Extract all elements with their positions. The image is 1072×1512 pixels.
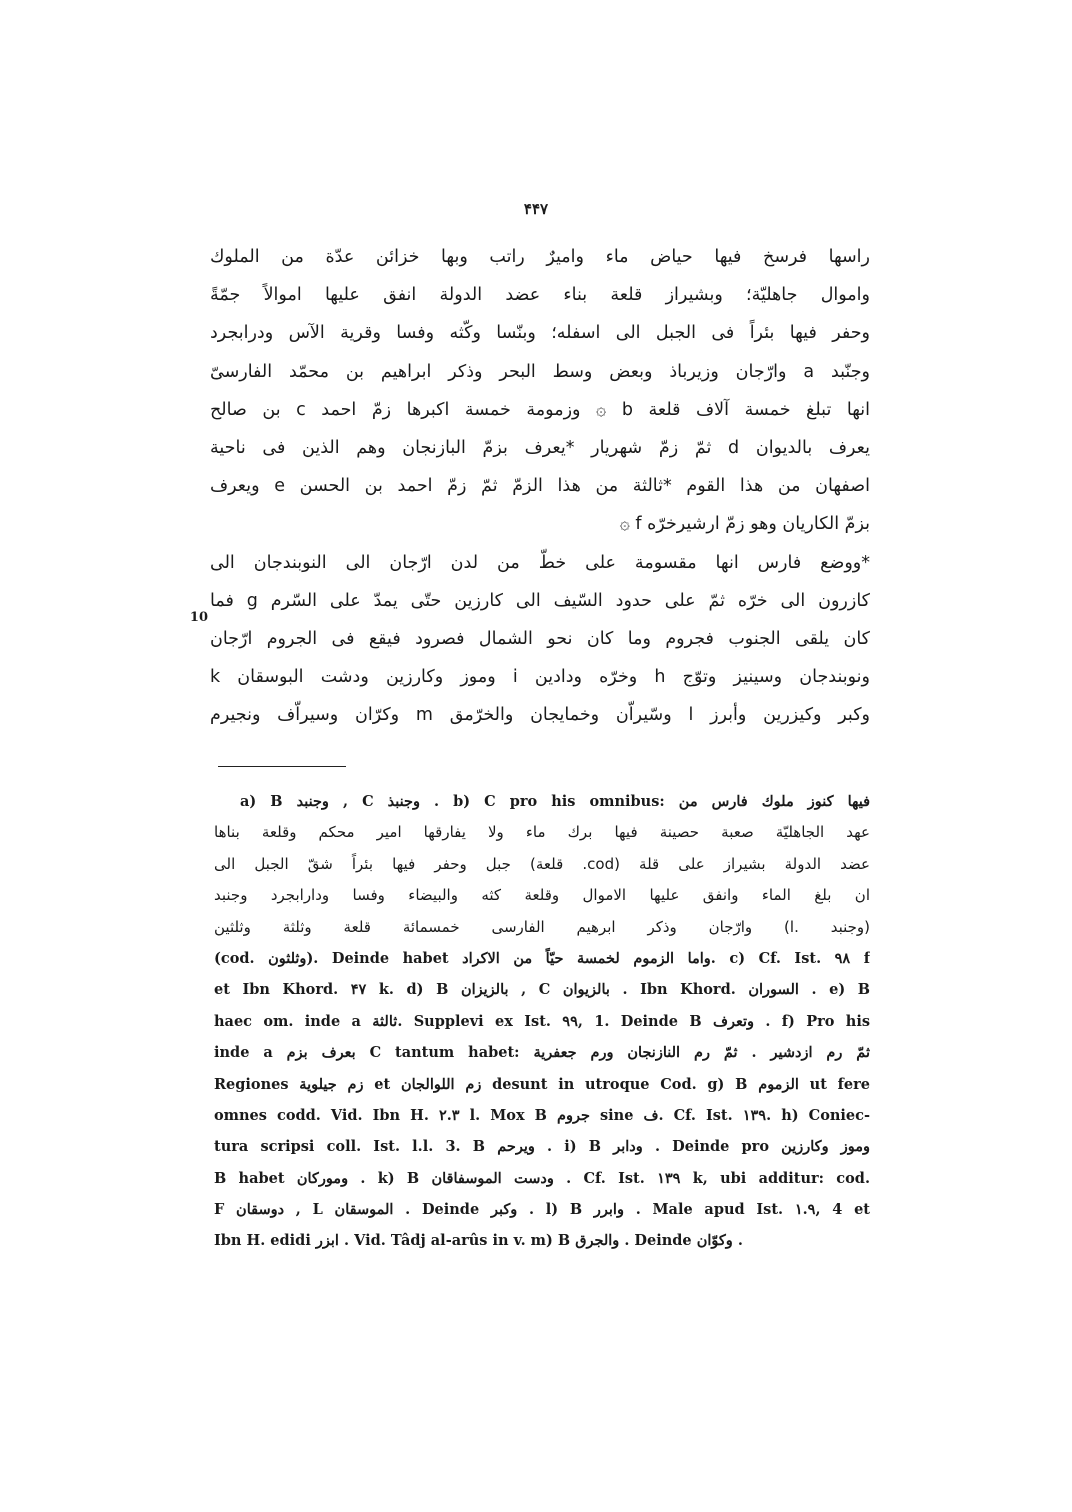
footnote-divider (218, 766, 346, 767)
line-number-marker: 10 (189, 610, 208, 625)
text-line: اصفهان من هذا القوم *ثالثة من هذا الزمّ ثمّ زمّ احمد بن الحسن e ويعرف (210, 476, 870, 497)
text-line: وجنّبد a وارّجان وزيرباذ وبعض وسط البحر وذكر ابراهيم بن محمّد الفارسىّ (210, 361, 870, 382)
footnote-line: inde a بعرف بزم C tantum habet: ثمّ رم ازدشير . ثمّ رم النازنجان ورم جعفرية (214, 1044, 870, 1062)
text-line: بزمّ الكاريان وهو زمّ ارشيرخرّه f ۞ (619, 514, 870, 535)
text-line: *ووضع فارس انها مقسومة على خطّ من لدن ارّجان الى النوبندجان الى (210, 552, 870, 573)
text-line: كازرون الى خرّه ثمّ على حدود السّيف الى كارزين حتّى يمدّ على السّرم g فما (210, 590, 870, 611)
text-line: راسها فرسخ فيها حياض ماء واميرٌ راتب وبها خزائن عدّة من الملوك (210, 247, 870, 267)
footnote-line: (cod. وثلثون). Deinde habet واما الزموم لخمسة حيّاً من الاكراد. c) Cf. Ist. ۹۸ f (214, 949, 870, 967)
text-line: ونوبندجان وسينيز وتوّج h وخرّه ودادين i وموز وكارزين ودشت البوسقان k (210, 667, 870, 688)
text-line: كان يلقى الجنوب فجروم وما كان نحو الشمال فصرود فيقع فى الجروم ارّجان (210, 628, 870, 649)
footnote-line: ان بلغ الماء وانفق عليها الاموال وقلعة كثه والبيضاء وفسا ودارابجرد وجنبد (214, 886, 870, 905)
footnote-line: et Ibn Khord. ۴۷ k. d) B بالزيزان , C بالزيوان . Ibn Khord. السوران . e) B (214, 981, 870, 999)
footnote-line: (وجنبد .l) وارّجان وذكر ابرهيم الفارسى خمسمائة قلعة وثلثة وثلثين (214, 917, 870, 936)
page-number: ۴۴۷ (523, 200, 549, 218)
text-line: وحفر فيها بئراً فى الجبل الى اسفله؛ وبنّسا وكّثه وفسا وقرية الآس ودرابجرد (210, 323, 870, 344)
text-line: انها تبلغ خمسة آلاف قلعة b ۞ وزمومة خمسة اكبرها زمّ احمد c بن صالح (210, 399, 870, 420)
text-line: يعرف بالديوان d ثمّ زمّ شهريار *يعرف بزمّ البازنجان وهم الذين فى ناحية (210, 437, 870, 458)
footnote-line: a) B وجنبد , C وجنبذ . b) C pro his omnibus: فيها كنوز ملوك فارس من (240, 793, 870, 810)
footnote-line: عضد الدولة بشيراز على قلة (cod. قلعة) جبل وحفر فيها بئراً شقّ الجبل الى (214, 854, 870, 873)
footnote-line: Ibn H. edidi ابزر . Vid. Tâdj al-arûs in v. m) B والجرق . Deinde وكوّان . (214, 1232, 743, 1250)
text-line: وكبر وكيزرين وأبرز l وسّيراّن وخمايجان والخرّمق m وكرّان وسيراّف ونجيرم (210, 705, 870, 726)
footnote-line: عهد الجاهليّة صعبة حصينة فيها برك ماء ولا يفارقها امير محكم وقلعة بناها (214, 823, 870, 842)
main-text-block (210, 238, 870, 734)
footnote-line: haec om. inde a ثالثة. Supplevi ex Ist. ۹۹, 1. Deinde B وتعرف . f) Pro his (214, 1012, 870, 1030)
footnotes-block (214, 786, 870, 1257)
footnote-line: F دوسقان , L الموسقان . Deinde وكبر . l) B وابرر . Male apud Ist. ۱.۹, 4 et (214, 1201, 870, 1219)
footnote-line: Regiones زم جيلوية et زم اللوالجان desunt in utroque Cod. g) B الزموم ut fere (214, 1075, 870, 1093)
footnote-line: B habet وموركان . k) B ودست الموسفاقان . Cf. Ist. ۱۳۹ k, ubi additur: cod. (214, 1169, 870, 1187)
footnote-line: tura scripsi coll. Ist. l.l. 3. B ويرحم . i) B ودابر . Deinde pro وموز وكارزين (214, 1138, 870, 1156)
text-line: واموال جاهليّة؛ وبشيراز قلعة بناء عضد الدولة انفق عليها اموالاً جمّةً (210, 285, 870, 306)
footnote-line: omnes codd. Vid. Ibn H. ۲.۳ l. Mox B جروم sine ف. Cf. Ist. ۱۳۹. h) Coniec- (214, 1106, 870, 1124)
